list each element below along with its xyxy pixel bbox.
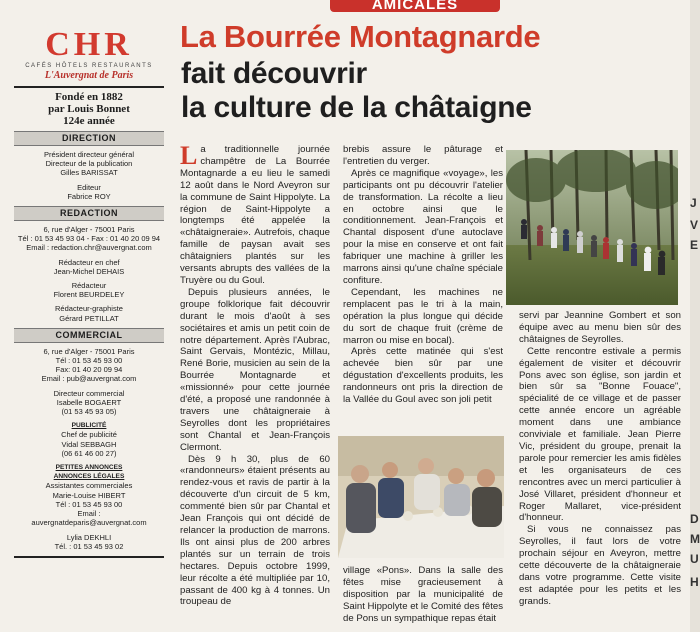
article-paragraph: Depuis plusieurs années, le groupe folklorique fait découvrir durant le mois d'août à ses sociétaires et amis un petit coin de notre département. Après l'Aubrac, Saint Gervais, Montézic, Millau, René Borie, musicien au sein de la Bourrée Montagnarde et «missionné» pour cette journée d'été, a proposé une randonnée à travers une châtaigneraie à Seyrolles dont les propriétaires sont Chantal et Jean-François Clermont. — [180, 286, 330, 453]
adjacent-page-letter: H — [690, 575, 699, 589]
staff-line: Assistantes commerciales — [45, 481, 133, 491]
founded-line: 124e année — [63, 115, 115, 127]
headline-line-3: la culture de la châtaigne — [181, 91, 532, 124]
article-paragraph: Si vous ne connaissez pas Seyrolles, il faut lors de votre prochain séjour en Aveyron, mettre cette découverte de la châtaigneraie dans votre programme. Cette visite est adaptée pour les petits et les grands. — [519, 524, 681, 607]
adjacent-page-letter: E — [690, 238, 699, 252]
photo-group-meal — [338, 436, 504, 558]
adjacent-page-letter: V — [690, 218, 699, 232]
article-paragraph: servi par Jeannine Gombert et son équipe avec au menu bien sûr des châtaignes de Seyrolles. — [519, 310, 681, 345]
founded-line: Fondé en 1882 — [55, 91, 123, 103]
staff-section-heading: DIRECTION — [14, 131, 164, 146]
adjacent-page-letter: J — [690, 196, 697, 210]
staff-section-body — [14, 343, 164, 556]
staff-line: PETITES ANNONCES — [55, 464, 123, 472]
adjacent-page-letter: D — [690, 512, 699, 526]
logo-subtitle: CAFÉS HÔTELS RESTAURANTS — [25, 63, 153, 69]
staff-line: Gérard PETILLAT — [59, 313, 119, 323]
staff-line: Directeur commercial — [53, 388, 125, 398]
staff-line: Vidal SEBBAGH — [61, 439, 117, 449]
staff-line: Marie-Louise HIBERT — [52, 490, 126, 500]
drop-cap: L — [180, 144, 198, 170]
staff-line: Editeur — [77, 182, 101, 192]
photo-meal-illustration — [338, 436, 504, 558]
staff-line: Jean-Michel DEHAIS — [53, 266, 125, 276]
staff-line: Directeur de la publication — [45, 159, 133, 169]
staff-line: Lylia DEKHLI — [66, 532, 112, 542]
staff-line: Rédacteur — [71, 281, 107, 291]
staff-line: Florent BEURDELEY — [53, 290, 125, 300]
article-paragraph: Après ce magnifique «voyage», les participants ont pu découvrir l'atelier de transformation. La récolte a lieu en octobre ainsi que le conditionnement. Jean-François et Chantal disposent d'une autoclave pour la mise en conserve et ont fait fabriquer une machine à griller les marrons ainsi qu'une chaîne spéciale confiture. — [343, 167, 503, 286]
staff-section-heading: COMMERCIAL — [14, 328, 164, 343]
adjacent-page-letter: U — [690, 552, 699, 566]
staff-line: Fabrice ROY — [67, 191, 111, 201]
staff-line: Tél : 01 53 45 93 00 — [55, 356, 123, 366]
photo-hikers-illustration — [506, 150, 678, 305]
article-paragraph: brebis assure le pâturage et l'entretien du verger. — [343, 144, 503, 167]
staff-line: PUBLICITÉ — [71, 422, 107, 430]
photo-hikers-forest — [506, 150, 678, 305]
staff-line: Tél : 01 53 45 93 04 - Fax : 01 40 20 09 94 — [17, 234, 161, 244]
founded-line: par Louis Bonnet — [48, 103, 130, 115]
staff-section-heading: REDACTION — [14, 206, 164, 221]
article-column-2 — [343, 144, 503, 426]
staff-line: Fax: 01 40 20 09 94 — [55, 365, 123, 375]
article-column-1 — [180, 144, 330, 632]
article-paragraph: Cependant, les machines ne remplacent pas le tri à la main, opération la plus longue qui décide du sort de chaque fruit (crème de marron ou mise en bocal). — [343, 286, 503, 346]
staff-line: Email : redaction.chr@auvergnat.com — [26, 243, 152, 253]
staff-box — [14, 86, 164, 558]
staff-section-body — [14, 146, 164, 206]
article-paragraph: Dès 9 h 30, plus de 60 «randonneurs» étaient présents au rendez-vous et ravis de partir à la découverte d'un circuit de 5 km, commenté bien sûr par Chantal et Jean François qui ont décidé de relancer la production de marrons. Ils ont ainsi plus de 200 arbres plantés sur un terrain de trois hectares. Depuis octobre 1999, leur récolte a été multipliée par 10, passant de 400 kg à 4 tonnes. Un troupeau de — [180, 453, 330, 608]
staff-line: (06 61 46 00 27) — [61, 448, 117, 458]
staff-line: auvergnatdeparis@auvergnat.com — [31, 518, 147, 528]
headline-line-2: fait découvrir — [181, 57, 367, 90]
masthead-column — [14, 28, 164, 632]
staff-line: (01 53 45 93 05) — [61, 407, 117, 417]
staff-line: Président directeur général — [43, 150, 135, 159]
publication-logo — [14, 28, 164, 83]
staff-line: Tél : 01 53 45 93 00 — [55, 499, 123, 509]
staff-sections — [14, 131, 164, 556]
founded-note — [14, 88, 164, 131]
staff-line: 6, rue d'Alger - 75001 Paris — [43, 225, 135, 235]
banner-title: AMICALES — [371, 0, 459, 13]
article-paragraph: Cette rencontre estivale a permis également de visiter et découvrir Pons avec son église, son jardin et bien sûr sa "Bonne Fouace", spécialité de ce village et de passer cette année encore un agréable moment dans une ambiance conviviale et familiale. Jean Pierre Vic, président du groupe, prenait la parole pour remercier les amis fidèles et les organisateurs de ces rencontres avec un merci particulier à José Villaret, président d'honneur et Roger Mallaret, vice-président d'honneur. — [519, 345, 681, 524]
article-paragraph — [180, 144, 330, 287]
headline-kicker: La Bourrée Montagnarde — [180, 19, 541, 54]
staff-line: 6, rue d'Alger - 75001 Paris — [43, 346, 135, 356]
staff-line: Email : pub@auvergnat.com — [41, 374, 137, 384]
staff-line: Chef de publicité — [61, 430, 117, 440]
article-column-3 — [519, 310, 681, 632]
staff-line: Rédacteur en chef — [58, 257, 120, 267]
logo-tagline: L'Auvergnat de Paris — [44, 70, 134, 81]
staff-line: Email : — [77, 509, 101, 519]
article-text: a traditionnelle journée champêtre de La Bourrée Montagnarde a eu lieu le samedi 12 août dans le Nord Aveyron sur la commune de Saint Hippolyte. La région de Saint-Hippolyte a longtemps été appelée la «châtaigneraie». Autrefois, chaque famille de paysan avait ses châtaigniers plantés sur les versants abrupts des vallées de la Truyère ou du Goul. — [180, 144, 330, 286]
staff-line: Tél. : 01 53 45 93 02 — [54, 541, 124, 551]
logo-wordmark: CHR — [45, 28, 133, 63]
section-banner — [0, 0, 700, 14]
staff-line: Isabelle BOGAERT — [56, 397, 122, 407]
adjacent-page-letter: M — [690, 532, 700, 546]
article-column-2-continued — [343, 565, 503, 632]
staff-line: Rédacteur-graphiste — [55, 304, 123, 314]
staff-section-body — [14, 221, 164, 328]
staff-line: Gilles BARISSAT — [60, 168, 118, 178]
article-paragraph: village «Pons». Dans la salle des fêtes mise gracieusement à disposition par la municipalité de Saint Hippolyte et le Comité des fêtes de Pons un sympathique repas était — [343, 565, 503, 624]
staff-line: ANNONCES LÉGALES — [53, 473, 125, 481]
article-paragraph: Après cette matinée qui s'est achevée bien sûr par une dégustation d'excellents produits, les randonneurs ont pris la direction de la Vallée du Goul avec son joli petit — [343, 346, 503, 406]
